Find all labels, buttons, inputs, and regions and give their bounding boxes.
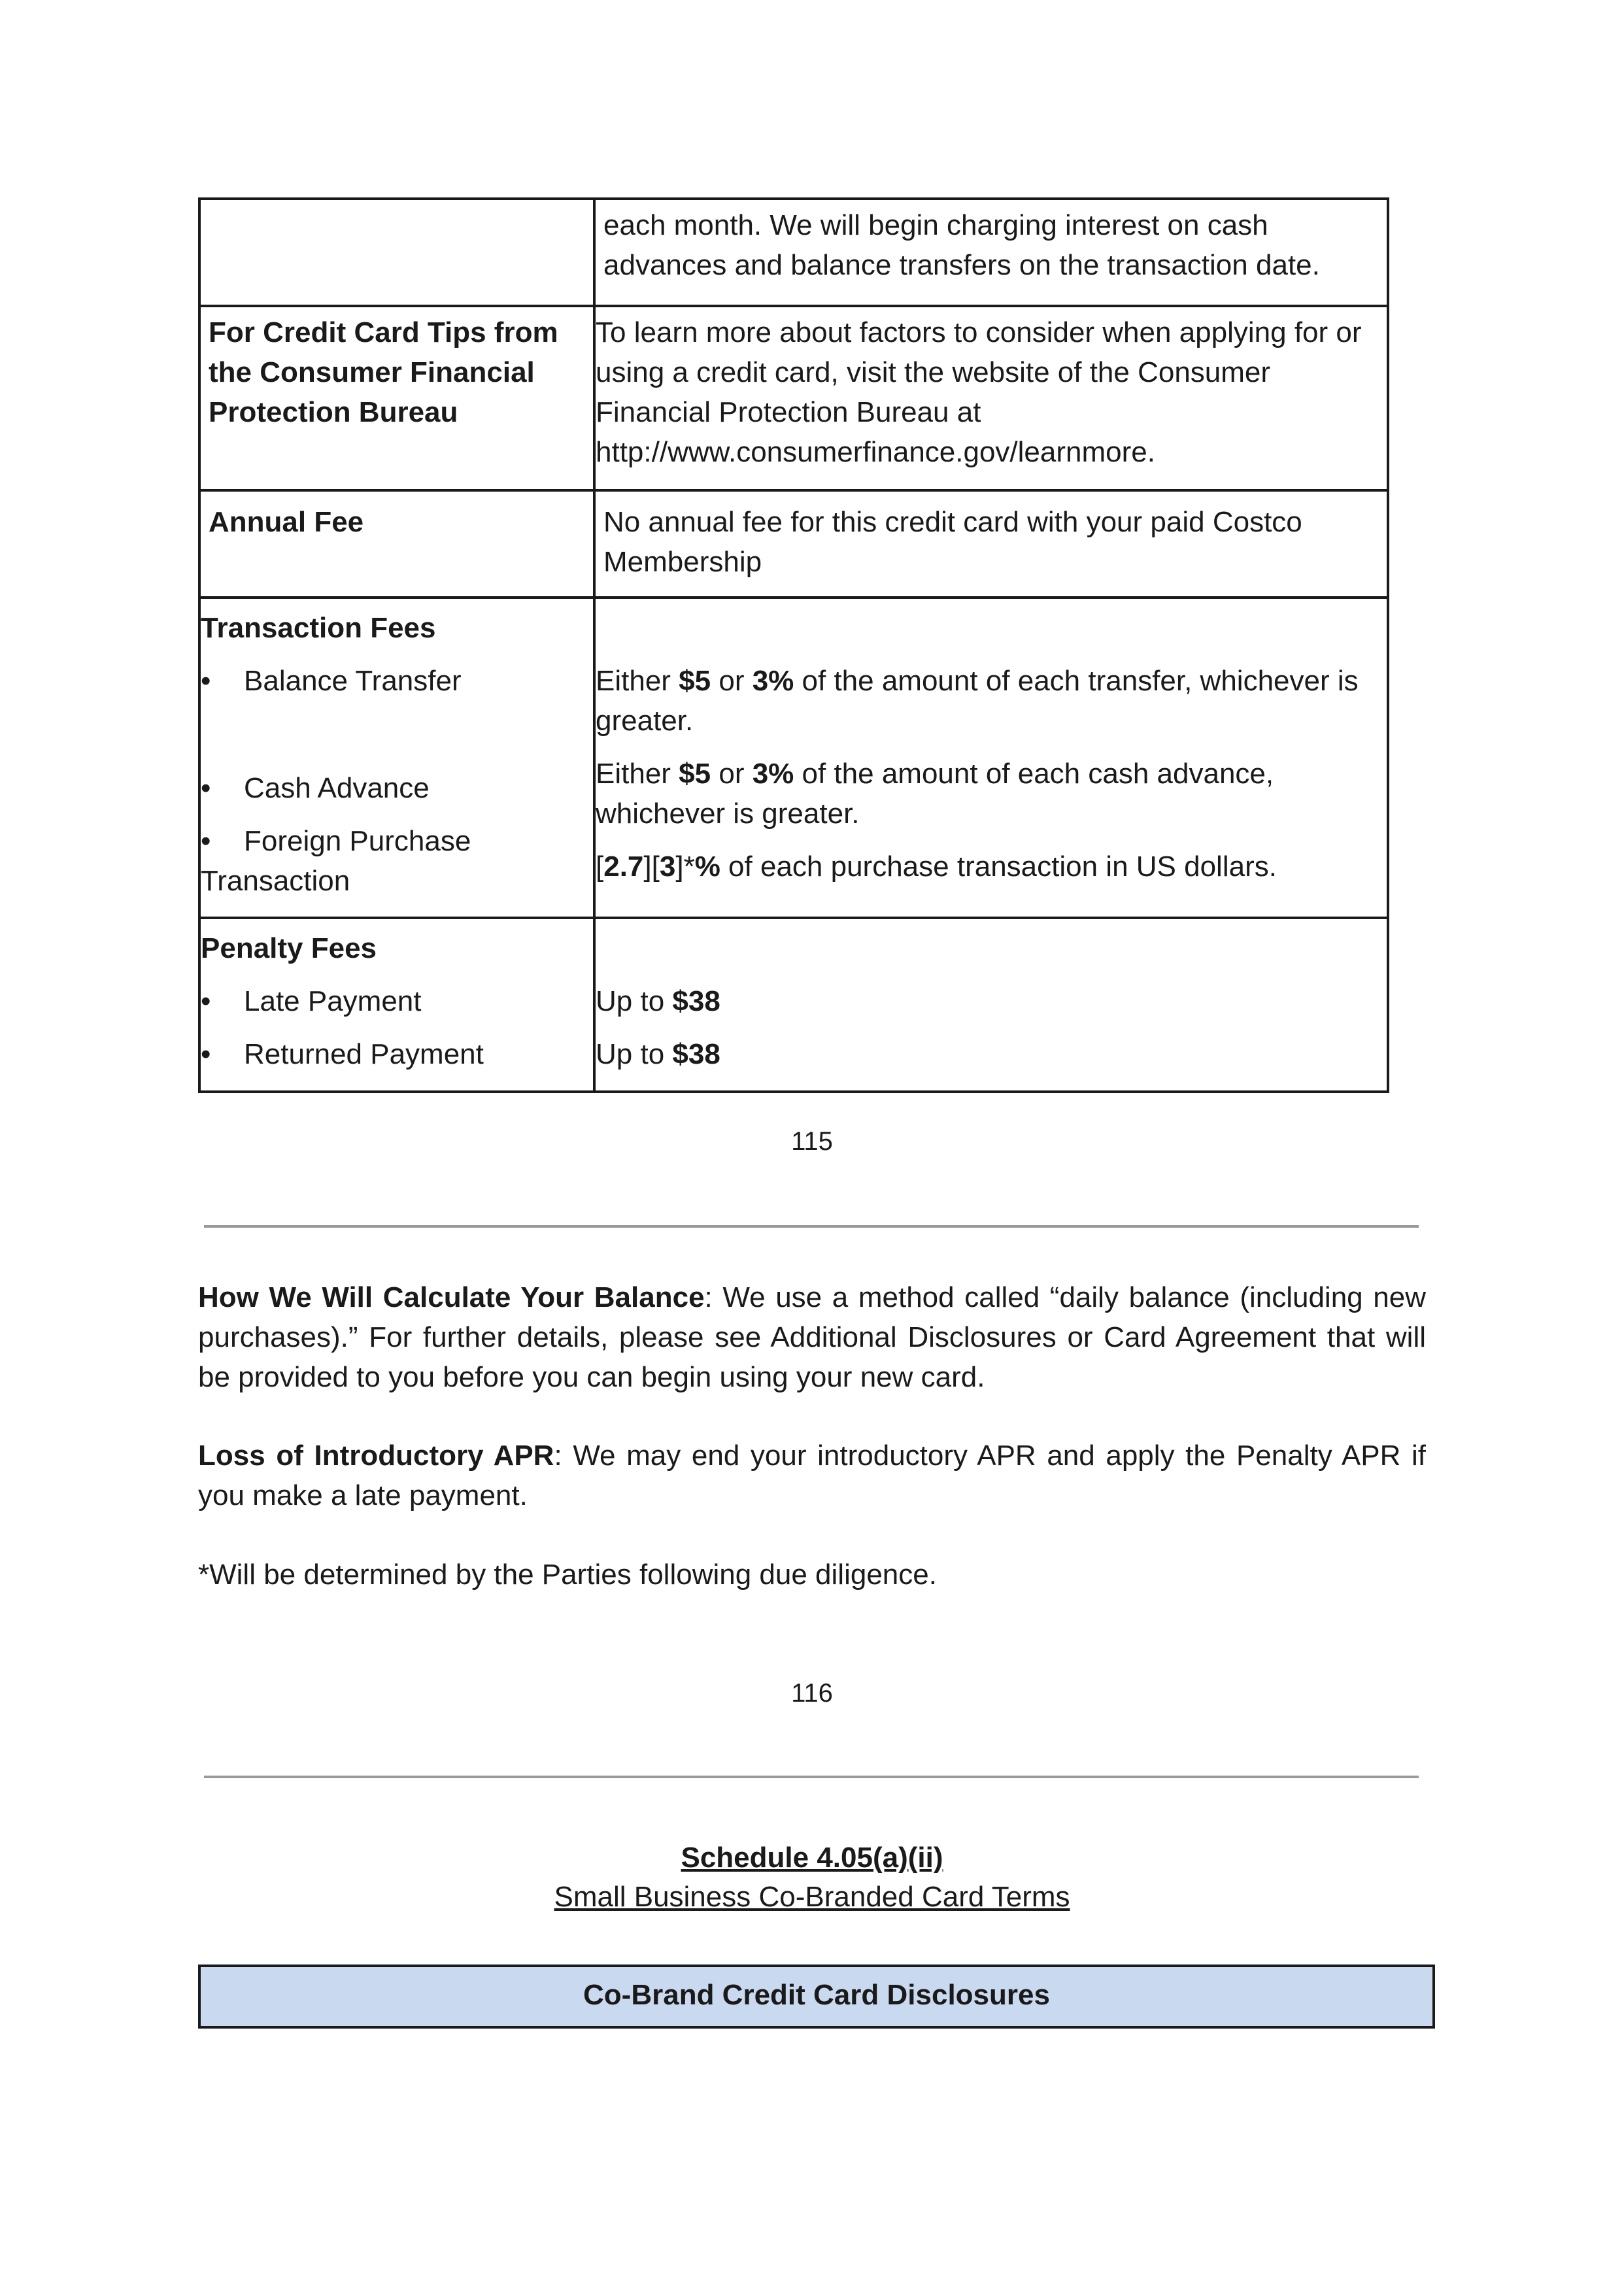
- fee-table: [198, 197, 1389, 1093]
- list-item: [201, 1034, 593, 1074]
- table-row-tips: [199, 306, 1388, 490]
- table-row-annual-fee: [199, 490, 1388, 598]
- foreign-purchase-value: [2.7][3]*% of each purchase transaction in US dollars.: [596, 851, 1277, 883]
- late-payment-value: Up to $38: [596, 985, 720, 1017]
- balance-text: : We use a method called “daily balance (including new purchases).” For further details, please see Additional Disclosures or Card Agreement that will be provided to you before you can begin using your new card.: [198, 1281, 1426, 1393]
- list-item: [201, 661, 593, 701]
- annual-fee-label: Annual Fee: [209, 506, 364, 538]
- balance-paragraph: [198, 1277, 1426, 1397]
- disclosure-header: Co-Brand Credit Card Disclosures: [198, 1965, 1435, 2029]
- tips-value: To learn more about factors to consider when applying for or using a credit card, visit the website of the Consumer Financial Protection Bureau at http://www.consumerfinance.gov/learnmore.: [596, 316, 1362, 468]
- cash-advance-label: Cash Advance: [244, 772, 430, 804]
- apr-text: : We may end your introductory APR and apply the Penalty APR if you make a late payment.: [198, 1440, 1427, 1511]
- tips-label: For Credit Card Tips from the Consumer Financial Protection Bureau: [209, 316, 558, 428]
- apr-heading: Loss of Introductory APR: [198, 1440, 554, 1472]
- tips-value-cell: [594, 306, 1388, 490]
- page-divider: [204, 1776, 1419, 1778]
- bullet: •: [201, 985, 211, 1017]
- schedule-subtitle: Small Business Co-Branded Card Terms: [554, 1881, 1070, 1913]
- balance-heading: How We Will Calculate Your Balance: [198, 1281, 705, 1313]
- table-row-transaction-fees: [199, 598, 1388, 918]
- annual-fee-value: No annual fee for this credit card with your paid Costco Membership: [603, 506, 1302, 578]
- continuation-label-cell: [199, 199, 594, 306]
- bullet: •: [201, 772, 211, 804]
- balance-transfer-value: Either $5 or 3% of the amount of each transfer, whichever is greater.: [596, 665, 1359, 737]
- cash-advance-value: Either $5 or 3% of the amount of each cash advance, whichever is greater.: [596, 758, 1274, 830]
- bullet: •: [201, 825, 211, 857]
- transaction-fees-value-cell: [594, 598, 1388, 918]
- page-number-115: 115: [791, 1127, 833, 1156]
- page-divider: [204, 1225, 1419, 1228]
- page-number-116: 116: [791, 1679, 833, 1708]
- table-row-continuation: [199, 199, 1388, 306]
- list-item: [201, 768, 593, 808]
- returned-payment-label: Returned Payment: [244, 1038, 484, 1070]
- balance-transfer-label: Balance Transfer: [244, 665, 462, 697]
- bullet: •: [201, 665, 211, 697]
- penalty-fees-label: Penalty Fees: [201, 932, 377, 964]
- penalty-fees-value-cell: [594, 918, 1388, 1092]
- list-item: [201, 821, 593, 861]
- list-item: [201, 981, 593, 1021]
- tips-label-cell: [199, 306, 594, 490]
- returned-payment-value: Up to $38: [596, 1038, 720, 1070]
- continuation-value-cell: [594, 199, 1388, 306]
- annual-fee-label-cell: [199, 490, 594, 598]
- table-row-penalty-fees: [199, 918, 1388, 1092]
- transaction-fees-label: Transaction Fees: [201, 612, 436, 644]
- annual-fee-value-cell: [594, 490, 1388, 598]
- continuation-value: each month. We will begin charging interest on cash advances and balance transfers on the transaction date.: [603, 209, 1320, 281]
- penalty-fees-label-cell: [199, 918, 594, 1092]
- foreign-purchase-label-1: Foreign Purchase: [244, 825, 471, 857]
- late-payment-label: Late Payment: [244, 985, 422, 1017]
- footnote: *Will be determined by the Parties following due diligence.: [198, 1559, 937, 1591]
- apr-paragraph: [198, 1436, 1426, 1515]
- foreign-purchase-label-2: Transaction: [201, 865, 350, 897]
- bullet: •: [201, 1038, 211, 1070]
- schedule-title: Schedule 4.05(a)(ii): [681, 1842, 943, 1874]
- transaction-fees-label-cell: [199, 598, 594, 918]
